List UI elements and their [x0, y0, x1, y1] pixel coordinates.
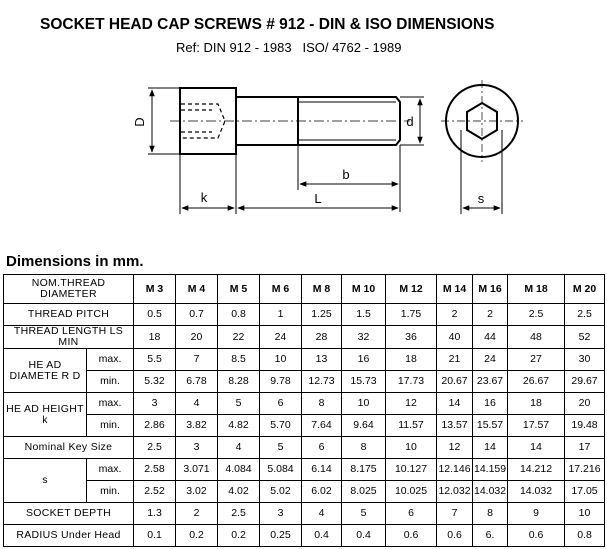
value-cell: 18: [134, 326, 176, 349]
row-label: THREAD PITCH: [4, 304, 134, 326]
screw-thread-outline: [298, 97, 400, 145]
reference-standards: Ref: DIN 912 - 1983 ISO/ 4762 - 1989: [176, 40, 402, 55]
table-header-row: [4, 275, 605, 304]
value-cell: 0.1: [134, 525, 176, 547]
value-cell: 14.159: [473, 459, 508, 481]
table-row-head-height-min: [4, 415, 605, 437]
table-row-head-diameter-max: [4, 349, 605, 371]
value-cell: 17.05: [565, 481, 605, 503]
value-cell: 21: [437, 349, 473, 371]
row-label: RADIUS Under Head: [4, 525, 134, 547]
value-cell: 0.8: [218, 304, 260, 326]
value-cell: 0.2: [176, 525, 218, 547]
value-cell: 1.5: [342, 304, 386, 326]
value-cell: 6: [386, 503, 437, 525]
value-cell: 10.025: [386, 481, 437, 503]
value-cell: 24: [473, 349, 508, 371]
dimensions-table: [3, 274, 605, 547]
value-cell: 27: [508, 349, 565, 371]
value-cell: 3.071: [176, 459, 218, 481]
label-L: L: [314, 191, 322, 206]
size-cell: M 16: [473, 275, 508, 304]
value-cell: 2.86: [134, 415, 176, 437]
value-cell: 26.67: [508, 371, 565, 393]
value-cell: 0.6: [437, 525, 473, 547]
value-cell: 3: [260, 503, 302, 525]
sub-label: max.: [87, 393, 134, 415]
page-title: SOCKET HEAD CAP SCREWS # 912 - DIN & ISO DIMENSIONS: [40, 16, 495, 33]
value-cell: 14.032: [473, 481, 508, 503]
value-cell: 8: [473, 503, 508, 525]
value-cell: 0.6: [386, 525, 437, 547]
value-cell: 7.64: [302, 415, 342, 437]
value-cell: 2.5: [218, 503, 260, 525]
value-cell: 6.: [473, 525, 508, 547]
value-cell: 2.5: [565, 304, 605, 326]
value-cell: 5.70: [260, 415, 302, 437]
table-row-radius: [4, 525, 605, 547]
value-cell: 7: [176, 349, 218, 371]
label-s: s: [477, 191, 485, 206]
size-cell: M 8: [302, 275, 342, 304]
label-b: b: [342, 167, 350, 182]
value-cell: 22: [218, 326, 260, 349]
size-cell: M 4: [176, 275, 218, 304]
table-row-thread-length: [4, 326, 605, 349]
table-row-socket-depth: [4, 503, 605, 525]
value-cell: 5.084: [260, 459, 302, 481]
value-cell: 8.5: [218, 349, 260, 371]
value-cell: 0.4: [342, 525, 386, 547]
value-cell: 0.4: [302, 525, 342, 547]
row-label: HE AD DIAMETE R D: [4, 349, 87, 393]
value-cell: 6: [260, 393, 302, 415]
value-cell: 4: [302, 503, 342, 525]
value-cell: 4.084: [218, 459, 260, 481]
value-cell: 14.212: [508, 459, 565, 481]
size-cell: M 14: [437, 275, 473, 304]
row-label: THREAD LENGTH LS MIN: [4, 326, 134, 349]
value-cell: 6.78: [176, 371, 218, 393]
value-cell: 13.57: [437, 415, 473, 437]
value-cell: 5: [260, 437, 302, 459]
value-cell: 2.58: [134, 459, 176, 481]
value-cell: 2: [176, 503, 218, 525]
value-cell: 1.25: [302, 304, 342, 326]
value-cell: 14: [508, 437, 565, 459]
value-cell: 1.3: [134, 503, 176, 525]
value-cell: 3: [176, 437, 218, 459]
value-cell: 4.82: [218, 415, 260, 437]
value-cell: 8: [342, 437, 386, 459]
screw-technical-drawing: [0, 62, 607, 252]
value-cell: 13: [302, 349, 342, 371]
value-cell: 2: [437, 304, 473, 326]
size-cell: M 3: [134, 275, 176, 304]
row-label: SOCKET DEPTH: [4, 503, 134, 525]
sub-label: max.: [87, 349, 134, 371]
value-cell: 44: [473, 326, 508, 349]
value-cell: 7: [437, 503, 473, 525]
value-cell: 32: [342, 326, 386, 349]
label-d: d: [406, 114, 414, 129]
value-cell: 1: [260, 304, 302, 326]
value-cell: 4.02: [218, 481, 260, 503]
value-cell: 3.82: [176, 415, 218, 437]
value-cell: 0.2: [218, 525, 260, 547]
value-cell: 2: [473, 304, 508, 326]
value-cell: 29.67: [565, 371, 605, 393]
value-cell: 10.127: [386, 459, 437, 481]
value-cell: 14: [473, 437, 508, 459]
value-cell: 24: [260, 326, 302, 349]
value-cell: 0.7: [176, 304, 218, 326]
table-row-s-max: [4, 459, 605, 481]
value-cell: 19.48: [565, 415, 605, 437]
label-k: k: [200, 190, 208, 205]
value-cell: 6.14: [302, 459, 342, 481]
value-cell: 4: [176, 393, 218, 415]
value-cell: 18: [508, 393, 565, 415]
value-cell: 8: [302, 393, 342, 415]
value-cell: 8.025: [342, 481, 386, 503]
table-row-thread-pitch: [4, 304, 605, 326]
row-label: HE AD HEIGHT k: [4, 393, 87, 437]
size-cell: M 5: [218, 275, 260, 304]
value-cell: 28: [302, 326, 342, 349]
value-cell: 5.5: [134, 349, 176, 371]
value-cell: 16: [473, 393, 508, 415]
table-row-head-height-max: [4, 393, 605, 415]
value-cell: 12: [437, 437, 473, 459]
value-cell: 48: [508, 326, 565, 349]
sub-label: min.: [87, 415, 134, 437]
sub-label: max.: [87, 459, 134, 481]
value-cell: 3.02: [176, 481, 218, 503]
size-cell: M 20: [565, 275, 605, 304]
size-cell: M 18: [508, 275, 565, 304]
value-cell: 10: [386, 437, 437, 459]
size-cell: M 10: [342, 275, 386, 304]
value-cell: 9.64: [342, 415, 386, 437]
value-cell: 20.67: [437, 371, 473, 393]
value-cell: 3: [134, 393, 176, 415]
value-cell: 36: [386, 326, 437, 349]
value-cell: 9: [508, 503, 565, 525]
value-cell: 20: [565, 393, 605, 415]
value-cell: 8.175: [342, 459, 386, 481]
value-cell: 14.032: [508, 481, 565, 503]
value-cell: 8.28: [218, 371, 260, 393]
sub-label: min.: [87, 371, 134, 393]
table-row-key-size: [4, 437, 605, 459]
value-cell: 15.57: [473, 415, 508, 437]
header-label: NOM.THREAD DIAMETER: [4, 275, 134, 304]
value-cell: 16: [342, 349, 386, 371]
value-cell: 5.32: [134, 371, 176, 393]
value-cell: 0.6: [508, 525, 565, 547]
row-label: Nominal Key Size: [4, 437, 134, 459]
value-cell: 52: [565, 326, 605, 349]
label-D: D: [132, 117, 147, 127]
value-cell: 5: [342, 503, 386, 525]
value-cell: 6: [302, 437, 342, 459]
value-cell: 0.5: [134, 304, 176, 326]
table-row-s-min: [4, 481, 605, 503]
value-cell: 18: [386, 349, 437, 371]
value-cell: 12: [386, 393, 437, 415]
value-cell: 12.146: [437, 459, 473, 481]
value-cell: 30: [565, 349, 605, 371]
value-cell: 17.57: [508, 415, 565, 437]
value-cell: 2.52: [134, 481, 176, 503]
value-cell: 5.02: [260, 481, 302, 503]
value-cell: 9.78: [260, 371, 302, 393]
value-cell: 23.67: [473, 371, 508, 393]
value-cell: 20: [176, 326, 218, 349]
value-cell: 5: [218, 393, 260, 415]
table-row-head-diameter-min: [4, 371, 605, 393]
value-cell: 2.5: [134, 437, 176, 459]
size-cell: M 12: [386, 275, 437, 304]
size-cell: M 6: [260, 275, 302, 304]
value-cell: 40: [437, 326, 473, 349]
value-cell: 10: [342, 393, 386, 415]
row-label: s: [4, 459, 87, 503]
value-cell: 11.57: [386, 415, 437, 437]
value-cell: 17.73: [386, 371, 437, 393]
value-cell: 10: [565, 503, 605, 525]
sub-label: min.: [87, 481, 134, 503]
value-cell: 15.73: [342, 371, 386, 393]
section-title: Dimensions in mm.: [6, 253, 144, 270]
value-cell: 0.8: [565, 525, 605, 547]
value-cell: 4: [218, 437, 260, 459]
value-cell: 14: [437, 393, 473, 415]
value-cell: 6.02: [302, 481, 342, 503]
value-cell: 2.5: [508, 304, 565, 326]
value-cell: 17: [565, 437, 605, 459]
value-cell: 17.216: [565, 459, 605, 481]
value-cell: 12.73: [302, 371, 342, 393]
value-cell: 0.25: [260, 525, 302, 547]
value-cell: 12.032: [437, 481, 473, 503]
value-cell: 1.75: [386, 304, 437, 326]
value-cell: 10: [260, 349, 302, 371]
